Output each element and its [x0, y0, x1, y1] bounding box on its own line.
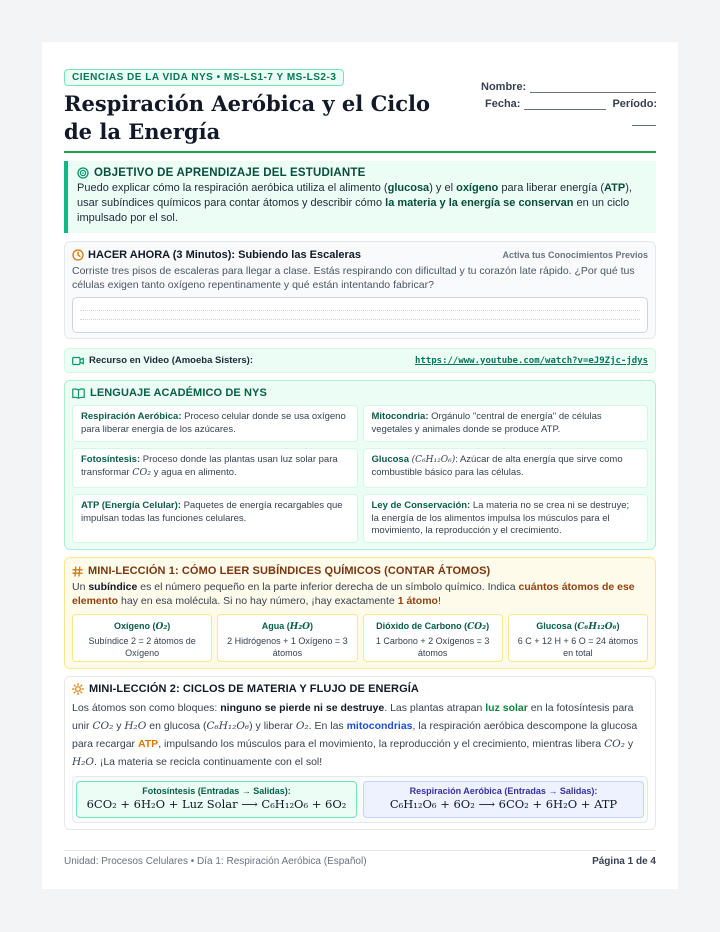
atom-count-card-glucose: Glucosa (C₆H₁₂O₆) 6 C + 12 H + 6 O = 24 átomos en total	[508, 614, 648, 662]
atom-count-card-carbon-dioxide: Dióxido de Carbono (CO₂) 1 Carbono + 2 Oxígenos = 3 átomos	[363, 614, 503, 662]
video-link[interactable]: https://www.youtube.com/watch?v=eJ9Zjc-jdys	[415, 355, 648, 366]
objective-text: Puedo explicar cómo la respiración aeróbica utiliza el alimento (glucosa) y el oxígeno para liberar energía (ATP), usar subíndices químicos para contar átomos y describir cómo la materia y la energía se conservan en un ciclo impulsado por el sol.	[77, 182, 632, 224]
date-line[interactable]	[524, 99, 606, 110]
period-line[interactable]	[632, 115, 656, 126]
hashtag-icon	[72, 566, 83, 577]
video-label: Recurso en Video (Amoeba Sisters):	[89, 355, 254, 366]
objective-heading: OBJETIVO DE APRENDIZAJE DEL ESTUDIANTE	[94, 167, 366, 179]
vocab-card-atp: ATP (Energía Celular): Paquetes de energía recargables que impulsan todas las funciones celulares.	[72, 494, 358, 543]
learning-objective	[64, 161, 656, 233]
worksheet-page	[42, 42, 678, 889]
standards-badge: CIENCIAS DE LA VIDA NYS • MS-LS1-7 Y MS-LS2-3	[64, 69, 344, 86]
sun-icon	[72, 683, 84, 695]
mini-lesson-2	[64, 676, 656, 830]
vocab-card-glucose: Glucosa (C₆H₁₂O₆): Azúcar de alta energía que sirve como combustible básico para las células.	[363, 448, 649, 488]
vocab-card-mitochondria: Mitocondria: Orgánulo "central de energía" de células vegetales y animales donde se produce ATP.	[363, 405, 649, 442]
subscript-explanation: Un subíndice es el número pequeño en la parte inferior derecha de un símbolo químico. Indica cuántos átomos de ese elemento hay en esa molécula. Si no hay número, ¡hay exactamente 1 átomo!	[72, 581, 635, 607]
page-footer	[64, 850, 656, 867]
answer-line	[80, 310, 640, 319]
aerobic-respiration-equation: Respiración Aeróbica (Entradas → Salidas): C₆H₁₂O₆ + 6O₂ ⟶ 6CO₂ + 6H₂O + ATP	[363, 781, 644, 818]
name-line[interactable]	[530, 82, 656, 93]
mini-lesson-1	[64, 557, 656, 669]
matter-cycle-explanation: Los átomos son como bloques: ninguno se pierde ni se destruye. Las plantas atrapan luz solar en la fotosíntesis para unir CO₂ y H₂O en glucosa (C₆H₁₂O₆) y liberar O₂. En las mitocondrias, la respiración aeróbica descompone la glucosa para recargar ATP, impulsando los músculos para el movimiento, la reproducción y el crecimiento, mientras libera CO₂ y H₂O. ¡La materia se recicla continuamente con el sol!	[72, 702, 638, 768]
name-label: Nombre:	[481, 81, 527, 93]
do-now-title: HACER AHORA (3 Minutos): Subiendo las Escaleras	[88, 249, 362, 261]
clock-icon	[72, 249, 84, 261]
vocab-card-aerobic-respiration: Respiración Aeróbica: Proceso celular donde se usa oxígeno para liberar energía de los azúcares.	[72, 405, 358, 442]
photosynthesis-equation: Fotosíntesis (Entradas → Salidas): 6CO₂ + 6H₂O + Luz Solar ⟶ C₆H₁₂O₆ + 6O₂	[76, 781, 357, 818]
target-icon	[77, 167, 89, 179]
header	[64, 67, 656, 151]
do-now-prompt: Corriste tres pisos de escaleras para llegar a clase. Estás respirando con dificultad y tu corazón late rápido. ¿Por qué tus células exigen tanto oxígeno repentinamente y qué están intentando fabricar?	[72, 265, 635, 291]
student-fields	[481, 81, 656, 131]
video-resource	[64, 348, 656, 373]
do-now-section	[64, 241, 656, 339]
atom-count-card-water: Agua (H₂O) 2 Hidrógenos + 1 Oxígeno = 3 átomos	[217, 614, 357, 662]
vocab-card-conservation-law: Ley de Conservación: La materia no se crea ni se destruye; la energía de los alimentos impulsa los músculos para el movimiento, la reproducción y el crecimiento.	[363, 494, 649, 543]
video-icon	[72, 356, 84, 366]
vocab-heading: LENGUAJE ACADÉMICO DE NYS	[90, 387, 267, 399]
vocabulary-section	[64, 380, 656, 550]
page-title: Respiración Aeróbica y el Ciclo de la Energía	[64, 91, 431, 144]
atom-count-card-oxygen: Oxígeno (O₂) Subíndice 2 = 2 átomos de Oxígeno	[72, 614, 212, 662]
footer-unit: Unidad: Procesos Celulares • Día 1: Respiración Aeróbica (Español)	[64, 856, 367, 867]
header-divider	[64, 151, 656, 153]
book-icon	[72, 388, 85, 399]
vocab-card-photosynthesis: Fotosíntesis: Proceso donde las plantas usan luz solar para transformar CO₂ y agua en alimento.	[72, 448, 358, 488]
answer-line	[80, 319, 640, 328]
page-number: Página 1 de 4	[592, 856, 656, 867]
do-now-answer-box[interactable]	[72, 297, 648, 333]
mini-lesson-1-heading: MINI-LECCIÓN 1: CÓMO LEER SUBÍNDICES QUÍMICOS (CONTAR ÁTOMOS)	[88, 565, 491, 577]
mini-lesson-2-heading: MINI-LECCIÓN 2: CICLOS DE MATERIA Y FLUJO DE ENERGÍA	[89, 683, 419, 695]
date-label: Fecha:	[485, 98, 521, 110]
period-label: Período:	[612, 98, 658, 110]
prior-knowledge-tag: Activa tus Conocimientos Previos	[502, 250, 648, 260]
